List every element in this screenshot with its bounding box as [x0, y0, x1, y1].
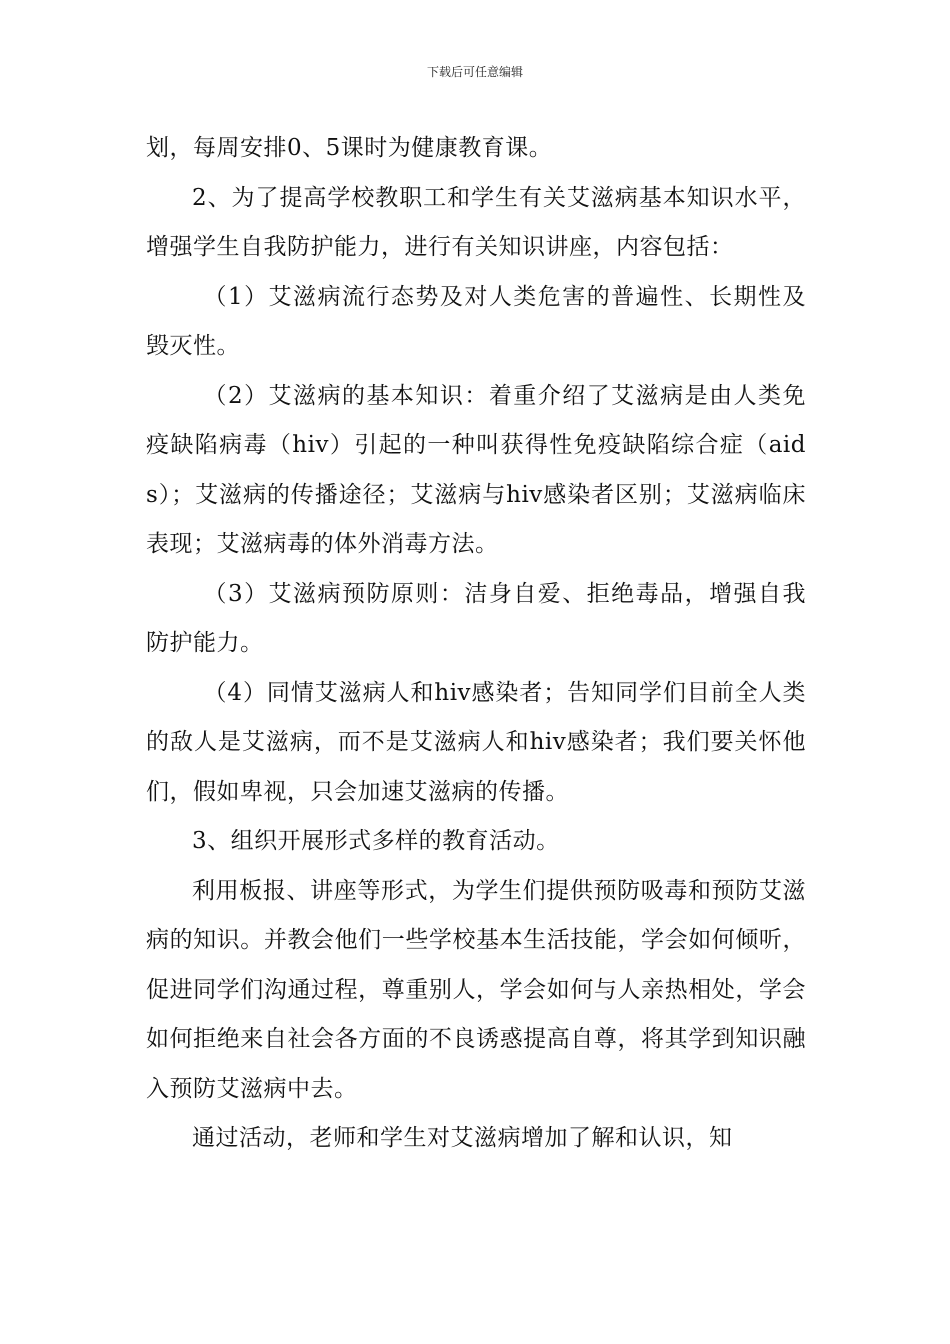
- paragraph-6: （4）同情艾滋病人和hiv感染者；告知同学们目前全人类的敌人是艾滋病，而不是艾滋病人和hiv感染者；我们要关怀他们，假如卑视，只会加速艾滋病的传播。: [146, 679, 806, 805]
- paragraph-3: （1）艾滋病流行态势及对人类危害的普遍性、长期性及毁灭性。: [146, 283, 806, 359]
- page-header: 下载后可任意编辑: [426, 65, 523, 79]
- paragraph-2: 2、为了提高学校教职工和学生有关艾滋病基本知识水平，增强学生自我防护能力，进行有关知识讲座，内容包括：: [146, 184, 806, 260]
- paragraph-4: （2）艾滋病的基本知识：着重介绍了艾滋病是由人类免疫缺陷病毒（hiv）引起的一种叫获得性免疫缺陷综合症（aids）；艾滋病的传播途径；艾滋病与hiv感染者区别；艾滋病临床表现；艾滋病毒的体外消毒方法。: [146, 382, 806, 557]
- paragraph-7: 3、组织开展形式多样的教育活动。: [192, 828, 560, 854]
- paragraph-1: 划，每周安排0、5课时为健康教育课。: [146, 135, 553, 161]
- paragraph-8: 利用板报、讲座等形式，为学生们提供预防吸毒和预防艾滋病的知识。并教会他们一些学校基本生活技能，学会如何倾听，促进同学们沟通过程，尊重别人，学会如何与人亲热相处，学会如何拒绝来自社会各方面的不良诱惑提高自尊，将其学到知识融入预防艾滋病中去。: [146, 877, 806, 1102]
- document-body: [146, 124, 806, 1164]
- paragraph-9: 通过活动，老师和学生对艾滋病增加了解和认识，知: [192, 1125, 733, 1151]
- paragraph-5: （3）艾滋病预防原则：洁身自爱、拒绝毒品，增强自我防护能力。: [146, 580, 806, 656]
